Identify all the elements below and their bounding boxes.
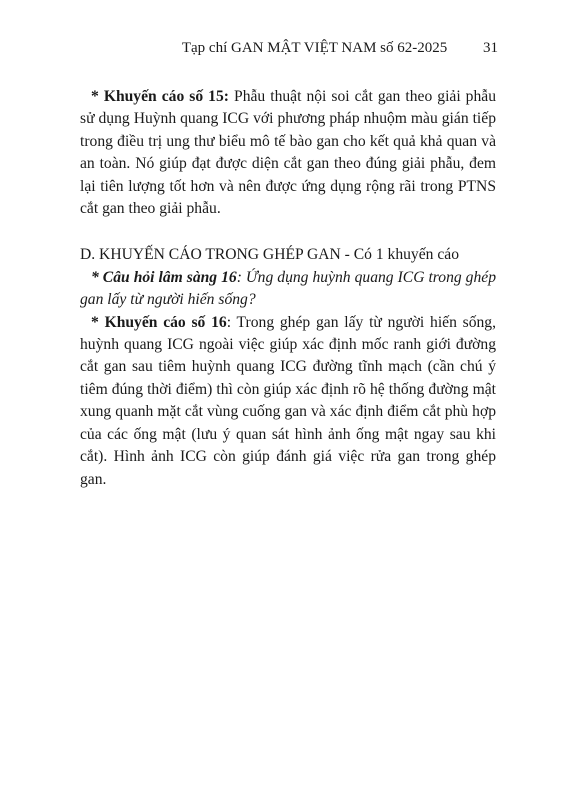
- recommendation-15-label: * Khuyến cáo số 15:: [91, 88, 229, 105]
- journal-title: Tạp chí GAN MẬT VIỆT NAM số 62-2025: [181, 40, 448, 56]
- recommendation-16: [80, 312, 496, 491]
- clinical-question-16-text: : Ứng dụng huỳnh quang ICG trong ghép gan lấy từ người hiến sống?: [80, 268, 496, 309]
- recommendation-16-text: : Trong ghép gan lấy từ người hiến sống, huỳnh quang ICG ngoài việc giúp xác định mốc ranh giới đường cắt gan sau tiêm huỳnh quang ICG đường tĩnh mạch (cần chú ý tiêm đúng thời điểm) thì còn giúp xác định rõ hệ thống đường mật xung quanh mặt cắt vùng cuống gan và xác định điểm cắt phù hợp của các ống mật (lưu ý quan sát hình ảnh ống mật ngay sau khi cắt). Hình ảnh ICG còn giúp đánh giá việc rửa gan trong ghép gan.: [80, 313, 497, 488]
- page-body: [80, 86, 496, 491]
- clinical-question-16-label: * Câu hỏi lâm sàng 16: [91, 268, 237, 286]
- recommendation-15: [80, 86, 496, 220]
- page-header: [182, 40, 498, 57]
- clinical-question-16: [80, 267, 496, 312]
- paragraph-spacer: [80, 220, 496, 244]
- page-number: 31: [483, 40, 498, 56]
- recommendation-16-label: * Khuyến cáo số 16: [91, 313, 227, 331]
- section-d-heading: D. KHUYẾN CÁO TRONG GHÉP GAN - Có 1 khuyến cáo: [80, 246, 459, 264]
- recommendation-15-text: Phẫu thuật nội soi cắt gan theo giải phẫu sử dụng Huỳnh quang ICG với phương pháp nhuộm màu gián tiếp trong điều trị ung thư biểu mô tế bào gan cho kết quả khả quan và an toàn. Nó giúp đạt được diện cắt gan theo đúng giải phẫu, đem lại tiên lượng tốt hơn và nên được ứng dụng rộng rãi trong PTNS cắt gan theo giải phẫu.: [80, 88, 496, 218]
